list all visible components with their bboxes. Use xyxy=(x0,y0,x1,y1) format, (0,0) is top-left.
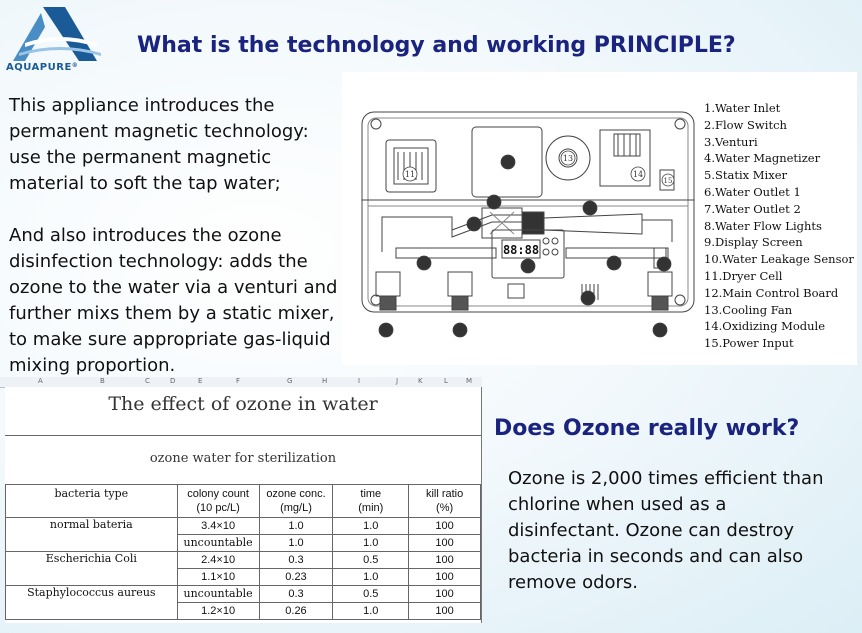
ozone-paragraph: And also introduces the ozone disinfection technology: adds the ozone to the water via a venturi and further mixs them by a static mixer, to make sure appropriate gas-liquid mixing proportion. xyxy=(9,225,338,376)
callout-1: 1 xyxy=(657,326,663,336)
table-cell: 0.5 xyxy=(333,586,409,603)
table-cell: 100 xyxy=(409,603,481,620)
table-cell: 0.3 xyxy=(259,552,333,569)
col-header: ozone conc. (mg/L) xyxy=(259,485,333,518)
table-cell: 0.3 xyxy=(259,586,333,603)
callout-14: 14 xyxy=(632,170,644,179)
legend-item: 10.Water Leakage Sensor xyxy=(704,252,854,267)
callout-12: 12 xyxy=(502,158,514,167)
ruler-letter: M xyxy=(466,377,473,385)
table-cell: 1.0 xyxy=(333,518,409,535)
ruler-letter: J xyxy=(396,377,399,385)
ruler-letter: D xyxy=(170,377,176,385)
ozone-explanation: Ozone is 2,000 times efficient than chlorine when used as a disinfectant. Ozone can destroy bacteria in seconds and can also remove odors. xyxy=(508,468,824,593)
table-row xyxy=(6,552,481,569)
col-header: bacteria type xyxy=(6,485,178,518)
page-title: What is the technology and working PRINCIPLE? xyxy=(137,33,736,58)
legend-item: 9.Display Screen xyxy=(704,235,803,250)
table-cell: 1.2×10 xyxy=(177,603,259,620)
section-heading: Does Ozone really work? xyxy=(494,416,800,441)
table-cell: 100 xyxy=(409,518,481,535)
table-cell: 1.1×10 xyxy=(177,569,259,586)
table-cell: 0.23 xyxy=(259,569,333,586)
bacteria-name: Escherichia Coli xyxy=(6,552,178,586)
callout-5: 5 xyxy=(471,220,477,230)
table-cell: 2.4×10 xyxy=(177,552,259,569)
legend-item: 3.Venturi xyxy=(704,134,758,149)
ruler-letter: G xyxy=(287,377,293,385)
ruler-letter: I xyxy=(358,377,361,385)
table-subtitle: ozone water for sterilization xyxy=(149,451,337,466)
callout-9: 9 xyxy=(525,262,531,272)
callout-4: 4 xyxy=(491,198,497,208)
callout-8-left: 8 xyxy=(421,259,427,269)
intro-text xyxy=(9,93,344,379)
bacteria-name: normal bateria xyxy=(6,518,178,552)
display-screen-digits: 88:88 xyxy=(502,243,540,257)
table-cell: 100 xyxy=(409,552,481,569)
table-header-row xyxy=(6,485,481,518)
table-cell: 1.0 xyxy=(333,603,409,620)
col-header: time (min) xyxy=(333,485,409,518)
table-cell: 100 xyxy=(409,535,481,552)
col-header: colony count (10 pc/L) xyxy=(177,485,259,518)
callout-15: 15 xyxy=(663,177,673,185)
table-cell: 1.0 xyxy=(259,535,333,552)
callout-11: 11 xyxy=(404,170,416,179)
table-cell: 1.0 xyxy=(333,535,409,552)
ruler-letter: F xyxy=(236,377,241,385)
table-cell: 1.0 xyxy=(333,569,409,586)
callout-10: 10 xyxy=(582,294,594,303)
divider xyxy=(5,435,481,436)
legend-item: 15.Power Input xyxy=(704,336,794,351)
legend-item: 13.Cooling Fan xyxy=(704,302,793,317)
callout-8-right: 8 xyxy=(611,259,617,269)
col-header: kill ratio (%) xyxy=(409,485,481,518)
sterilization-table xyxy=(5,484,481,620)
callout-3: 3 xyxy=(587,204,593,214)
callout-13: 13 xyxy=(562,154,574,163)
table-cell: 0.5 xyxy=(333,552,409,569)
ruler-letter: E xyxy=(198,377,203,385)
ruler-letter: A xyxy=(38,377,43,385)
table-row xyxy=(6,518,481,535)
ozone-effect-table xyxy=(5,387,482,623)
legend-item: 11.Dryer Cell xyxy=(704,268,783,283)
table-cell: uncountable xyxy=(177,535,259,552)
table-cell: 0.26 xyxy=(259,603,333,620)
legend-item: 6.Water Outlet 1 xyxy=(704,184,801,199)
legend-item: 14.Oxidizing Module xyxy=(704,319,826,334)
ruler-letter: B xyxy=(100,377,105,385)
legend-item: 1.Water Inlet xyxy=(704,101,781,115)
logo-wordmark: AQUAPURE® xyxy=(6,62,79,73)
legend-item: 2.Flow Switch xyxy=(704,117,787,132)
table-title: The effect of ozone in water xyxy=(108,393,378,415)
ruler-letter: L xyxy=(444,377,448,385)
legend-item: 5.Statix Mixer xyxy=(704,168,788,183)
ruler-letter: K xyxy=(418,377,423,385)
legend-item: 12.Main Control Board xyxy=(704,285,839,300)
ruler-letter: H xyxy=(322,377,328,385)
table-cell: 1.0 xyxy=(259,518,333,535)
callout-2: 2 xyxy=(661,260,667,270)
legend-item: 4.Water Magnetizer xyxy=(704,151,821,166)
table-cell: uncountable xyxy=(177,586,259,603)
table-cell: 100 xyxy=(409,569,481,586)
legend-item: 7.Water Outlet 2 xyxy=(704,201,801,216)
magnetic-paragraph: This appliance introduces the permanent magnetic technology: use the permanent magnetic material to soft the tap water; xyxy=(9,95,309,194)
callout-7: 7 xyxy=(457,326,463,336)
table-cell: 3.4×10 xyxy=(177,518,259,535)
diagram-legend xyxy=(704,100,854,352)
callout-6: 6 xyxy=(383,326,389,336)
table-cell: 100 xyxy=(409,586,481,603)
table-row xyxy=(6,586,481,603)
legend-item: 8.Water Flow Lights xyxy=(704,218,822,233)
ruler-letter: C xyxy=(145,377,150,385)
bacteria-name: Staphylococcus aureus xyxy=(6,586,178,620)
